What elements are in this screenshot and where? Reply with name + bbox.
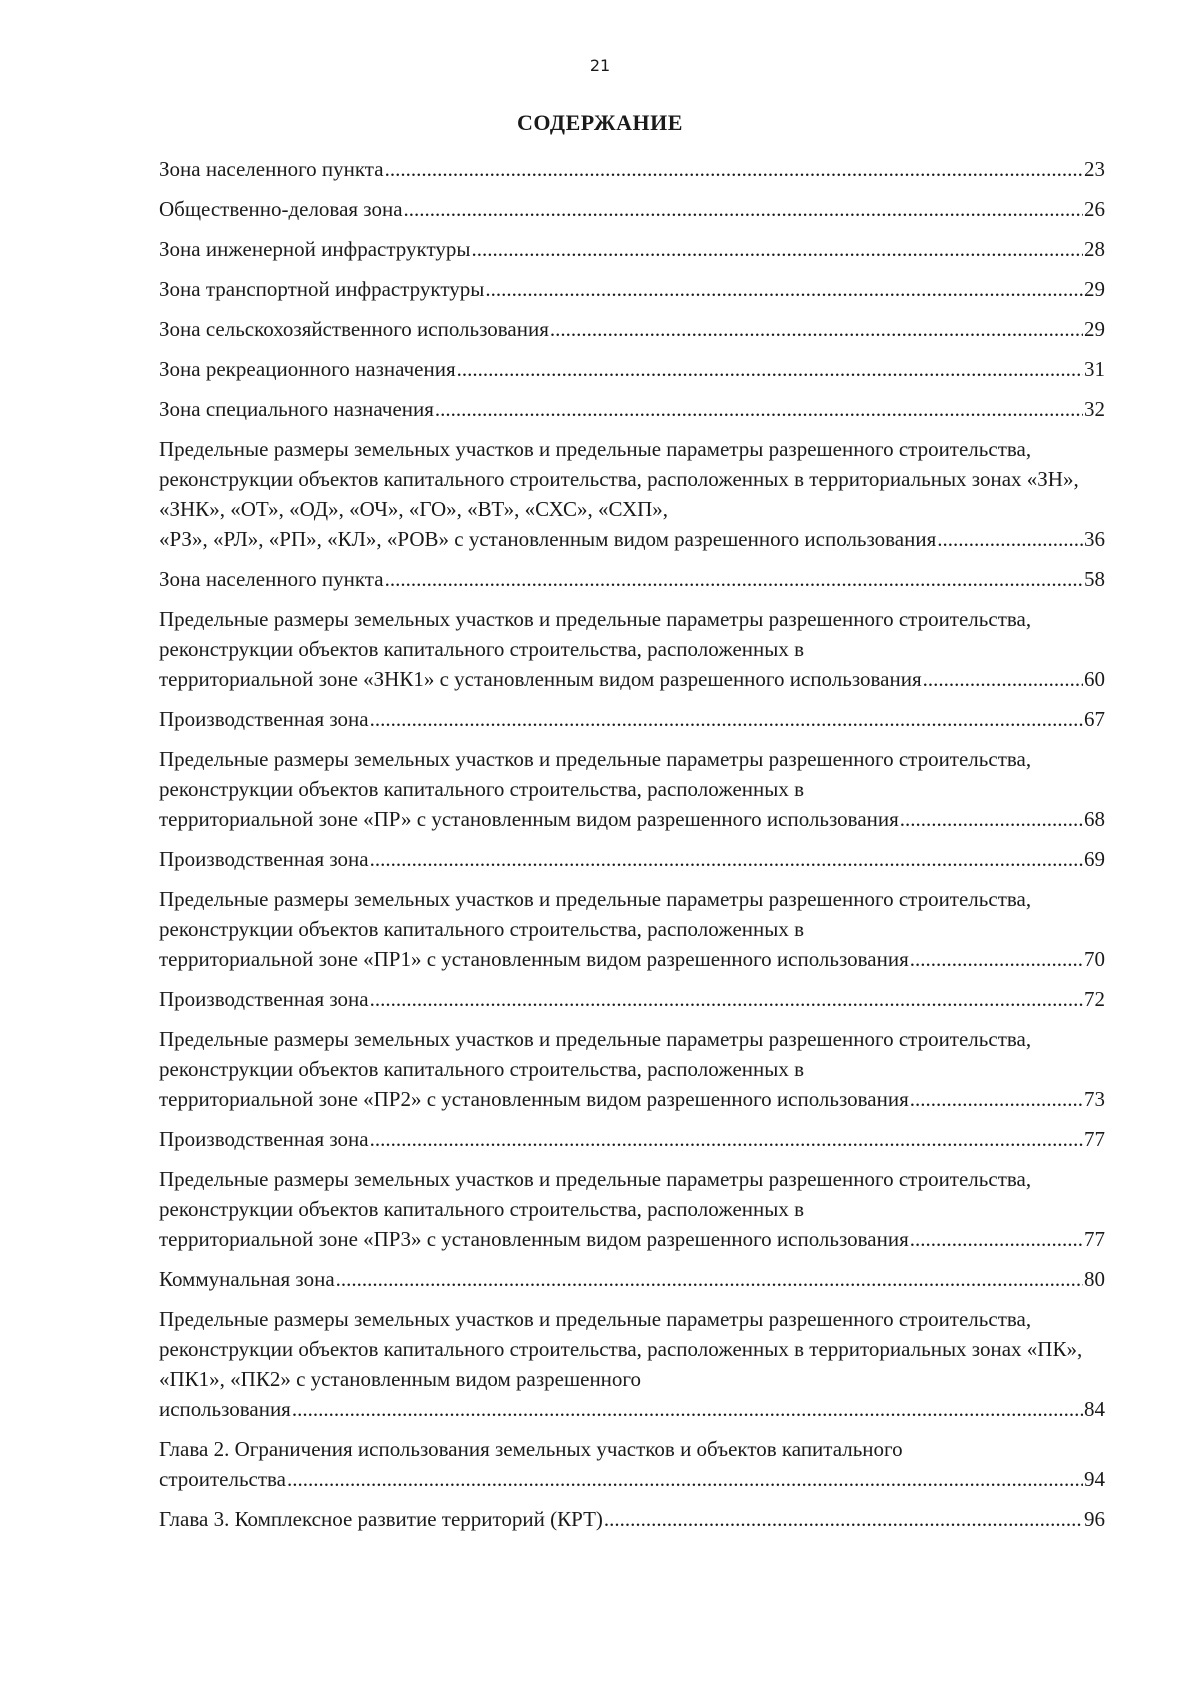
toc-entry[interactable] xyxy=(159,234,1105,264)
toc-entry-lead: Предельные размеры земельных участков и предельные параметры разрешенного строительства, реконструкции объектов капитального строительства, расположенных в xyxy=(159,747,1032,801)
toc-entry-title: Зона рекреационного назначения xyxy=(159,357,456,381)
toc-entry[interactable] xyxy=(159,194,1105,224)
toc-entry[interactable] xyxy=(159,1264,1105,1294)
toc-dot-leader xyxy=(385,564,1083,594)
toc-entry-title: Общественно-деловая зона xyxy=(159,197,403,221)
toc-entry-page: 77 xyxy=(1084,1127,1105,1151)
page-title: СОДЕРЖАНИЕ xyxy=(517,110,683,135)
toc-entry-page: 72 xyxy=(1084,987,1105,1011)
toc-dot-leader xyxy=(287,1464,1083,1494)
toc-dot-leader xyxy=(457,354,1083,384)
toc-entry[interactable] xyxy=(159,1504,1105,1534)
toc-dot-leader xyxy=(923,664,1083,694)
toc-entry-page: 36 xyxy=(1084,527,1105,551)
toc-entry[interactable] xyxy=(159,434,1105,554)
toc-entry[interactable] xyxy=(159,984,1105,1014)
toc-entry-lead: Предельные размеры земельных участков и предельные параметры разрешенного строительства, реконструкции объектов капитального строительства, расположенных в xyxy=(159,887,1032,941)
toc-entry-page: 28 xyxy=(1084,237,1105,261)
toc-entry-title: Производственная зона xyxy=(159,707,369,731)
toc-entry-page: 67 xyxy=(1084,707,1105,731)
toc-entry-lead: Глава 2. Ограничения использования земельных участков и объектов капитального xyxy=(159,1437,903,1461)
toc-entry[interactable] xyxy=(159,314,1105,344)
toc-entry[interactable] xyxy=(159,744,1105,834)
toc-entry-page: 58 xyxy=(1084,567,1105,591)
table-of-contents xyxy=(159,154,1105,1544)
toc-dot-leader xyxy=(910,1224,1083,1254)
toc-dot-leader xyxy=(336,1264,1083,1294)
toc-entry-page: 80 xyxy=(1084,1267,1105,1291)
page-number: 21 xyxy=(589,56,611,75)
toc-entry-page: 60 xyxy=(1084,667,1105,691)
toc-entry-page: 70 xyxy=(1084,947,1105,971)
toc-entry-lead: Предельные размеры земельных участков и предельные параметры разрешенного строительства, реконструкции объектов капитального строительства, расположенных в xyxy=(159,1167,1032,1221)
toc-dot-leader xyxy=(370,1124,1083,1154)
toc-entry-title: Зона инженерной инфраструктуры xyxy=(159,237,471,261)
toc-entry-title: Коммунальная зона xyxy=(159,1267,335,1291)
toc-entry-lead: Предельные размеры земельных участков и предельные параметры разрешенного строительства, реконструкции объектов капитального строительства, расположенных в xyxy=(159,1027,1032,1081)
toc-entry[interactable] xyxy=(159,394,1105,424)
toc-entry[interactable] xyxy=(159,564,1105,594)
toc-entry-title: «РЗ», «РЛ», «РП», «КЛ», «РОВ» с установленным видом разрешенного использования xyxy=(159,527,937,551)
toc-entry-title: территориальной зоне «ПР2» с установленным видом разрешенного использования xyxy=(159,1087,909,1111)
toc-entry-title: строительства xyxy=(159,1467,287,1491)
toc-entry-title: использования xyxy=(159,1397,291,1421)
toc-entry-page: 29 xyxy=(1084,277,1105,301)
toc-dot-leader xyxy=(604,1504,1083,1534)
toc-entry-title: территориальной зоне «ПР» с установленным видом разрешенного использования xyxy=(159,807,899,831)
toc-entry-title: территориальной зоне «ЗНК1» с установленным видом разрешенного использования xyxy=(159,667,922,691)
toc-entry-title: Зона населенного пункта xyxy=(159,567,384,591)
toc-dot-leader xyxy=(385,154,1083,184)
toc-entry[interactable] xyxy=(159,274,1105,304)
toc-entry-page: 29 xyxy=(1084,317,1105,341)
toc-dot-leader xyxy=(485,274,1083,304)
toc-entry[interactable] xyxy=(159,1304,1105,1424)
toc-entry-title: Производственная зона xyxy=(159,847,369,871)
toc-entry-page: 31 xyxy=(1084,357,1105,381)
toc-dot-leader xyxy=(900,804,1083,834)
toc-entry-lead: Предельные размеры земельных участков и предельные параметры разрешенного строительства, реконструкции объектов капитального строительства, расположенных в территориальных зонах «ПК», «ПК1», «ПК2» с установленным видом разрешенного xyxy=(159,1307,1083,1391)
toc-entry-title: Глава 3. Комплексное развитие территорий (КРТ) xyxy=(159,1507,603,1531)
toc-entry[interactable] xyxy=(159,1024,1105,1114)
toc-entry-lead: Предельные размеры земельных участков и предельные параметры разрешенного строительства, реконструкции объектов капитального строительства, расположенных в территориальных зонах «ЗН», «ЗНК», «ОТ», «ОД», «ОЧ», «ГО», «ВТ», «СХС», «СХП», xyxy=(159,437,1079,521)
toc-dot-leader xyxy=(550,314,1083,344)
toc-dot-leader xyxy=(910,944,1083,974)
toc-dot-leader xyxy=(370,844,1083,874)
toc-entry-page: 32 xyxy=(1084,397,1105,421)
toc-entry-title: Производственная зона xyxy=(159,1127,369,1151)
toc-entry-lead: Предельные размеры земельных участков и предельные параметры разрешенного строительства, реконструкции объектов капитального строительства, расположенных в xyxy=(159,607,1032,661)
toc-dot-leader xyxy=(370,704,1083,734)
toc-entry[interactable] xyxy=(159,884,1105,974)
toc-entry-page: 96 xyxy=(1084,1507,1105,1531)
toc-entry-page: 26 xyxy=(1084,197,1105,221)
toc-entry-page: 73 xyxy=(1084,1087,1105,1111)
toc-dot-leader xyxy=(471,234,1083,264)
toc-entry[interactable] xyxy=(159,154,1105,184)
toc-dot-leader xyxy=(404,194,1083,224)
toc-entry-title: территориальной зоне «ПР3» с установленным видом разрешенного использования xyxy=(159,1227,909,1251)
toc-entry-page: 23 xyxy=(1084,157,1105,181)
toc-entry-page: 94 xyxy=(1084,1467,1105,1491)
toc-entry[interactable] xyxy=(159,704,1105,734)
toc-entry-title: Зона специального назначения xyxy=(159,397,434,421)
toc-entry-page: 68 xyxy=(1084,807,1105,831)
toc-dot-leader xyxy=(292,1394,1083,1424)
toc-dot-leader xyxy=(937,524,1083,554)
toc-entry-page: 77 xyxy=(1084,1227,1105,1251)
toc-entry[interactable] xyxy=(159,604,1105,694)
toc-dot-leader xyxy=(435,394,1083,424)
toc-entry[interactable] xyxy=(159,1164,1105,1254)
toc-entry[interactable] xyxy=(159,1434,1105,1494)
toc-entry[interactable] xyxy=(159,844,1105,874)
toc-entry-page: 84 xyxy=(1084,1397,1105,1421)
toc-entry-title: Зона транспортной инфраструктуры xyxy=(159,277,485,301)
toc-entry[interactable] xyxy=(159,354,1105,384)
toc-entry-title: Производственная зона xyxy=(159,987,369,1011)
toc-entry[interactable] xyxy=(159,1124,1105,1154)
toc-dot-leader xyxy=(370,984,1083,1014)
toc-dot-leader xyxy=(910,1084,1083,1114)
toc-entry-page: 69 xyxy=(1084,847,1105,871)
toc-entry-title: территориальной зоне «ПР1» с установленным видом разрешенного использования xyxy=(159,947,909,971)
toc-entry-title: Зона сельскохозяйственного использования xyxy=(159,317,549,341)
toc-entry-title: Зона населенного пункта xyxy=(159,157,384,181)
